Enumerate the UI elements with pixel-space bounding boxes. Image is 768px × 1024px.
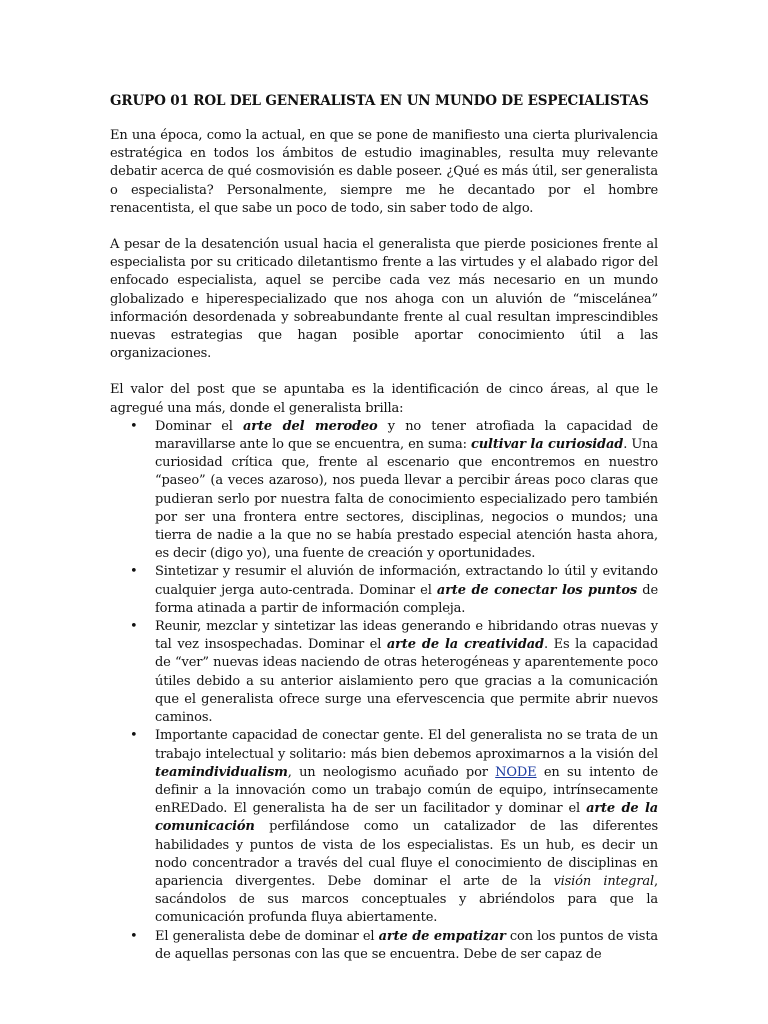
bullet-icon: •	[130, 564, 138, 580]
list-item: • Importante capacidad de conectar gente. El del generalista no se trata de un trabajo intelectual y solitario: más bien debemos aproximarnos a la visión del teamindividualism, un neologismo acuñado por NODE en su intento de definir a la innovación como un trabajo común de equipo, intrínsecamente enREDado. El generalista ha de ser un facilitador y dominar el arte de la comunicación perfilándose como un catalizador de las diferentes habilidades y puntos de vista de los especialistas. Es un hub, es decir un nodo concentrador a través del cual fluye el conocimiento de disciplinas en apariencia divergentes. Debe dominar el arte de la visión integral, sacándolos de sus marcos conceptuales y abriéndolos para que la comunicación profunda fluya abiertamente.	[130, 728, 659, 926]
list-item: • El generalista debe de dominar el arte de empatizar con los puntos de vista de aquellas personas con las que se encuentra. Debe de ser capaz de	[130, 928, 658, 962]
paragraph-areas: El valor del post que se apuntaba es la identificación de cinco áreas, al que le agregué una más, donde el generalista brilla:	[110, 382, 658, 416]
bullet-icon: •	[130, 928, 138, 944]
italic-text: visión integral	[553, 873, 655, 889]
emphasis-text: teamindividualism	[155, 764, 288, 780]
emphasis-text: arte de conectar los puntos	[436, 582, 638, 598]
emphasis-text: arte del merodeo	[243, 418, 378, 434]
document-title: GRUPO 01 ROL DEL GENERALISTA EN UN MUNDO DE ESPECIALISTAS	[110, 93, 649, 109]
bullet-icon: •	[130, 418, 138, 434]
emphasis-text: arte de la creatividad	[386, 637, 544, 653]
emphasis-text: arte de empatizar	[378, 928, 506, 944]
bullet-icon: •	[130, 619, 138, 635]
emphasis-text: cultivar la curiosidad	[470, 437, 624, 453]
emphasis-text: arte de la comunicación	[155, 801, 659, 835]
list-item: • Dominar el arte del merodeo y no tener atrofiada la capacidad de maravillarse ante lo que se encuentra, en suma: cultivar la curiosidad. Una curiosidad crítica que, frente al escenario que encontremos en nuestro “paseo” (a veces azaroso), nos pueda llevar a percibir áreas poco claras que pudieran serlo por nuestra falta de conocimiento especializado pero también por ser una frontera entre sectores, disciplinas, negocios o mundos; una tierra de nadie a la que no se había prestado especial atención hasta ahora, es decir (digo yo), una fuente de creación y oportunidades.	[130, 418, 658, 562]
list-item: • Reunir, mezclar y sintetizar las ideas generando e hibridando otras nuevas y tal vez insospechadas. Dominar el arte de la creatividad. Es la capacidad de “ver” nuevas ideas naciendo de otras heterogéneas y aparentemente poco útiles debido a su anterior aislamiento pero que gracias a la comunicación que el generalista ofrece surge una efervescencia que permite abrir nuevos caminos.	[130, 619, 659, 726]
paragraph-generalist: A pesar de la desatención usual hacia el generalista que pierde posiciones frente al especialista por su criticado diletantismo frente a las virtudes y el alabado rigor del enfocado especialista, aquel se percibe cada vez más necesario en un mundo globalizado e hiperespecializado que nos ahoga con un aluvión de “miscelánea” información desordenada y sobreabundante frente al cual resultan imprescindibles nuevas estrategias que hagan posible aportar conocimiento útil a las organizaciones.	[110, 237, 658, 362]
list-item: • Sintetizar y resumir el aluvión de información, extractando lo útil y evitando cualquier jerga auto-centrada. Dominar el arte de conectar los puntos de forma atinada a partir de información compleja.	[130, 564, 658, 616]
bullet-icon: •	[130, 728, 138, 744]
paragraph-intro: En una época, como la actual, en que se pone de manifiesto una cierta plurivalencia estratégica en todos los ámbitos de estudio imaginables, resulta muy relevante debatir acerca de qué cosmovisión es dable poseer. ¿Qué es más útil, ser generalista o especialista? Personalmente, siempre me he decantado por el hombre renacentista, el que sabe un poco de todo, sin saber todo de algo.	[110, 128, 658, 216]
areas-list	[110, 418, 658, 964]
node-link[interactable]: NODE	[495, 764, 537, 780]
